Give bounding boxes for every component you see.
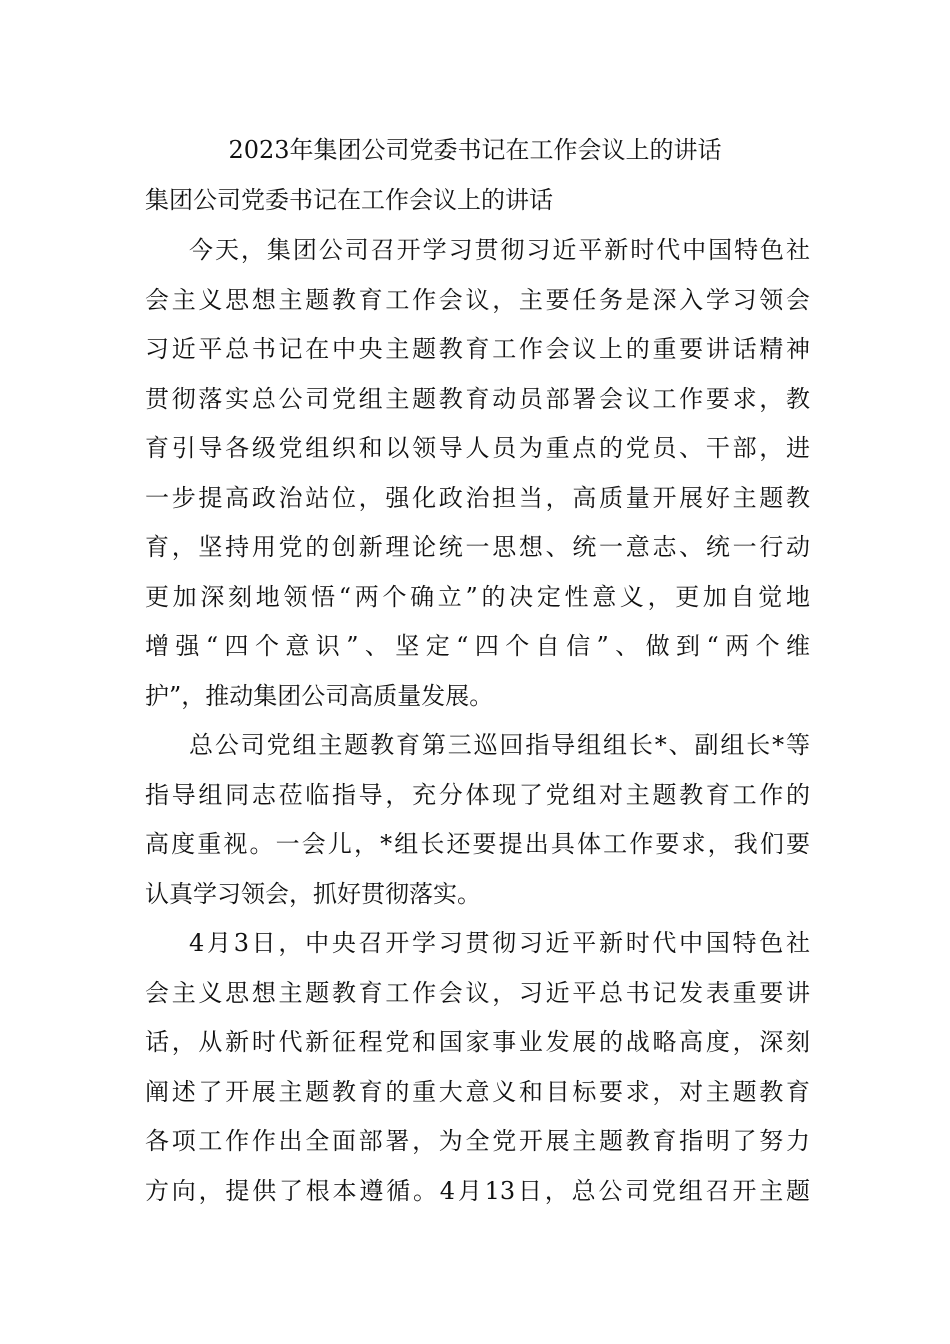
paragraph-line: 总公司党组主题教育第三巡回指导组组长*、副组长*等 xyxy=(189,731,810,759)
paragraph-line: 今天，集团公司召开学习贯彻习近平新时代中国特色社 xyxy=(189,236,810,264)
paragraph-3 xyxy=(145,919,810,1216)
paragraph-line: 增强“四个意识”、坚定“四个自信”、做到“两个维 xyxy=(145,632,810,660)
paragraph-2 xyxy=(145,721,810,919)
paragraph-line: 各项工作作出全面部署，为全党开展主题教育指明了努力 xyxy=(145,1127,810,1155)
paragraph-line: 会主义思想主题教育工作会议，主要任务是深入学习领会 xyxy=(145,285,810,314)
paragraph-line: 更加深刻地领悟“两个确立”的决定性意义，更加自觉地 xyxy=(145,582,810,611)
paragraph-line: 阐述了开展主题教育的重大意义和目标要求，对主题教育 xyxy=(145,1077,810,1106)
document-subtitle: 集团公司党委书记在工作会议上的讲话 xyxy=(145,186,553,214)
document-body xyxy=(145,226,810,1216)
paragraph-line: 指导组同志莅临指导，充分体现了党组对主题教育工作的 xyxy=(145,780,810,809)
paragraph-line: 方向，提供了根本遵循。4月13日，总公司党组召开主题 xyxy=(145,1176,810,1205)
paragraph-line: 育，坚持用党的创新理论统一思想、统一意志、统一行动 xyxy=(145,533,810,561)
paragraph-line: 习近平总书记在中央主题教育工作会议上的重要讲话精神 xyxy=(145,335,810,363)
paragraph-line: 认真学习领会，抓好贯彻落实。 xyxy=(145,879,481,908)
document-title: 2023年集团公司党委书记在工作会议上的讲话 xyxy=(228,136,722,164)
paragraph-line: 育引导各级党组织和以领导人员为重点的党员、干部，进 xyxy=(145,434,810,462)
paragraph-line: 高度重视。一会儿，*组长还要提出具体工作要求，我们要 xyxy=(145,830,810,858)
paragraph-line: 一步提高政治站位，强化政治担当，高质量开展好主题教 xyxy=(145,483,810,512)
paragraph-line: 4月3日，中央召开学习贯彻习近平新时代中国特色社 xyxy=(189,929,810,957)
paragraph-line: 贯彻落实总公司党组主题教育动员部署会议工作要求，教 xyxy=(145,384,810,413)
paragraph-1 xyxy=(145,226,810,721)
paragraph-line: 护”，推动集团公司高质量发展。 xyxy=(145,681,494,710)
paragraph-line: 会主义思想主题教育工作会议，习近平总书记发表重要讲 xyxy=(145,978,810,1007)
paragraph-line: 话，从新时代新征程党和国家事业发展的战略高度，深刻 xyxy=(145,1028,810,1056)
